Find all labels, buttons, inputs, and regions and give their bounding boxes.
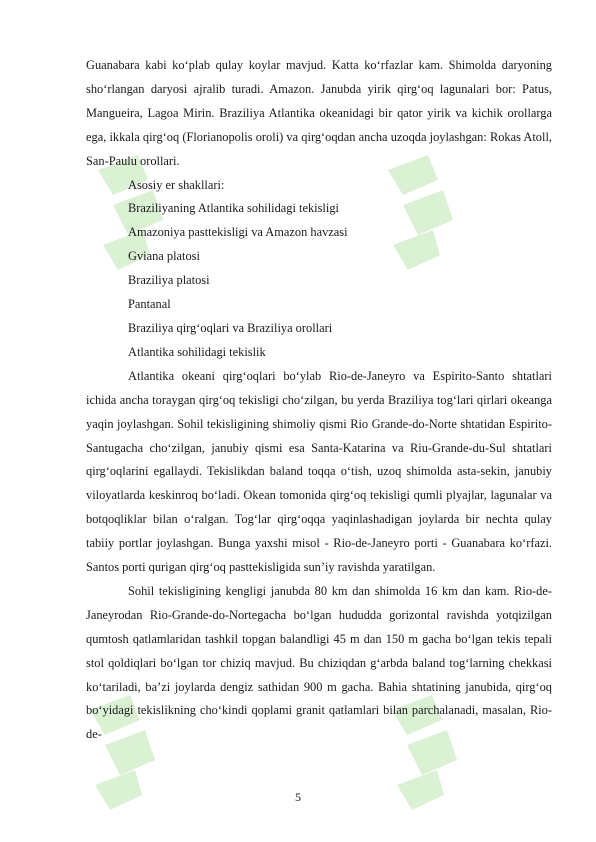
list-item: Gviana platosi bbox=[128, 249, 200, 264]
list-item: Braziliya platosi bbox=[128, 273, 210, 288]
page-body bbox=[86, 54, 552, 747]
paragraph-coast-width: Sohil tekisligining kengligi janubda 80 km dan shimolda 16 km dan kam. Rio-de-Janeyrodan Rio-Grande-do-Nortegacha bo‘lgan hududda gorizontal ravishda yotqizilgan qumtosh qatlamlaridan tashkil topgan balandligi 45 m dan 150 m gacha bo‘lgan tekis tepali stol qoldiqlari bo‘lgan tor chiziq mavjud. Bu chiziqdan g‘arbda baland tog‘larning chekkasi ko‘tariladi, ba’zi joylarda dengiz sathidan 900 m gacha. Bahia shtatining janubida, qirg‘oq bo‘yidagi tekislikning cho‘kindi qoplami granit qatlamlari bilan parchalanadi, masalan, Rio-de- bbox=[86, 583, 552, 742]
paragraph-coastal-plain: Atlantika okeani qirg‘oqlari bo‘ylab Rio-de-Janeyro va Espirito-Santo shtatlari ichida ancha toraygan qirg‘oq tekisligi cho‘zilgan, bu yerda Braziliya tog‘lari qirlari okeanga yaqin joylashgan. Sohil tekisligining shimoliy qismi Rio Grande-do-Norte shtatidan Espirito-Santugacha cho‘zilgan, janubiy qismi esa Santa-Katarina va Riu-Grande-du-Sul shtatlari qirg‘oqlarini egallaydi. Tekislikdan baland toqqa o‘tish, uzoq shimolda asta-sekin, janubiy viloyatlarda keskinroq bo‘ladi. Okean tomonida qirg‘oq tekisligi qumli plyajlar, lagunalar va botqoqliklar bilan o‘ralgan. Tog‘lar qirg‘oqqa yaqinlashadigan joylarda bir nechta qulay tabiiy portlar joylashgan. Bunga yaxshi misol - Rio-de-Janeyro porti - Guanabara ko‘rfazi. Santos porti qurigan qirg‘oq pasttekisligida sun’iy ravishda yaratilgan. bbox=[86, 368, 552, 575]
landforms-heading: Asosiy er shakllari: bbox=[128, 177, 225, 192]
landforms-list bbox=[86, 174, 552, 365]
page-number: 5 bbox=[295, 790, 301, 804]
list-item: Atlantika sohilidagi tekislik bbox=[128, 344, 266, 359]
paragraph-intro: Guanabara kabi ko‘plab qulay koylar mavjud. Katta ko‘rfazlar kam. Shimolda daryoning sho‘rlangan daryosi ajralib turadi. Amazon. Janubda yirik qirg‘oq lagunalari bor: Patus, Mangueira, Lagoa Mirin. Braziliya Atlantika okeanidagi bir qator yirik va kichik orollarga ega, ikkala qirg‘oq (Florianopolis oroli) va qirg‘oqdan ancha uzoqda joylashgan: Rokas Atoll, San-Paulu orollari. bbox=[86, 58, 552, 168]
list-item: Amazoniya pasttekisligi va Amazon havzasi bbox=[128, 225, 348, 240]
list-item: Pantanal bbox=[128, 297, 171, 312]
list-item: Braziliya qirg‘oqlari va Braziliya orollari bbox=[128, 320, 333, 335]
list-item: Braziliyaning Atlantika sohilidagi tekisligi bbox=[128, 201, 339, 216]
